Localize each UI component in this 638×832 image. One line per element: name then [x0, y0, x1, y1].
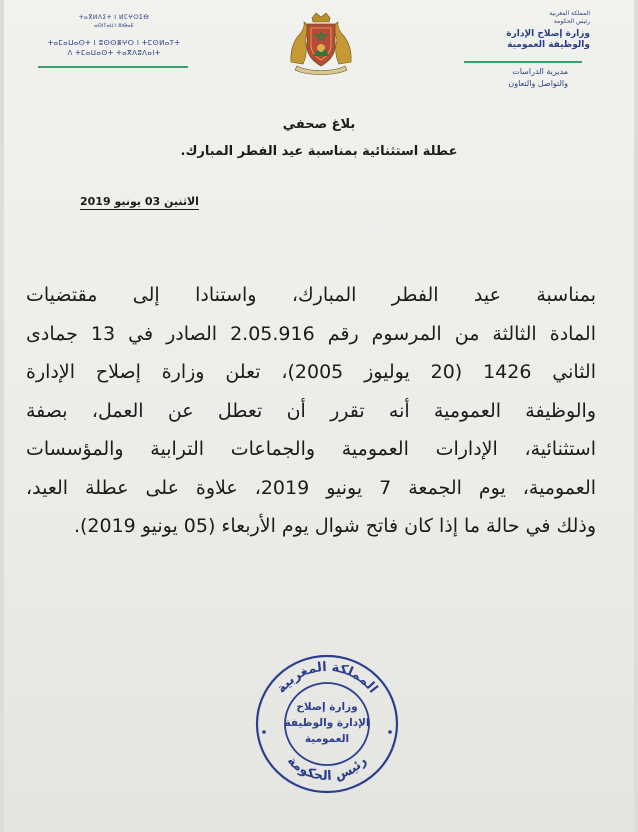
stamp-inner-line1: وزارة إصلاح	[296, 701, 358, 713]
body-text	[26, 276, 596, 546]
body-line: والوظيفة العمومية أنه تقرر أن تعطل عن العمل، بصفة	[26, 399, 596, 422]
arabic-header	[450, 10, 590, 50]
body-line: المادة الثالثة من المرسوم رقم 2.05.916 الصادر في 13 جمادى	[26, 322, 596, 345]
tifinagh-ministry-line1: ⵜⴰⵎⴰⵡⴰⵙⵜ ⵏ ⵓⵙⵙⴻⵖⵔ ⵏ ⵜⵎⵙⵍⴰⵢⵜ	[47, 39, 181, 47]
body-line: الثاني 1426 (20 يوليوز 2005)، تعلن وزارة إصلاح الإدارة	[26, 361, 596, 383]
tifinagh-header	[34, 14, 194, 57]
header-rule-left	[38, 66, 188, 68]
arabic-directorate	[468, 66, 568, 90]
header-rule-right	[464, 61, 582, 63]
tifinagh-head-of-government: ⴰⵙⵏⵢⴰⵡ ⵏ ⵓⵏⴱⴰⴹ	[94, 23, 134, 29]
arabic-directorate-line1: مديرية الدراسات	[512, 67, 568, 76]
coat-of-arms-icon	[285, 10, 357, 80]
tifinagh-kingdom: ⵜⴰⴳⵍⴷⵉⵜ ⵏ ⵍⵎⵖⵔⵉⴱ	[78, 14, 150, 21]
stamp-inner-line2: الإدارة والوظيفة	[284, 717, 370, 729]
document-title: بلاغ صحفي	[282, 117, 356, 132]
official-stamp	[250, 648, 404, 798]
body-line: العمومية، يوم الجمعة 7 يونيو 2019، علاوة على عطلة العيد،	[26, 476, 597, 499]
stamp-inner-line3: العمومية	[304, 733, 350, 745]
arabic-head-of-government: رئيس الحكومة	[553, 18, 590, 25]
press-release-page	[4, 0, 634, 832]
body-line: وذلك في حالة ما إذا كان فاتح شوال يوم الأربعاء (05 يونيو 2019).	[73, 515, 596, 537]
arabic-kingdom: المملكة المغربية	[549, 10, 590, 17]
stamp-star-right-icon	[388, 730, 392, 734]
stamp-kingdom-text: المملكة المغربية	[273, 659, 381, 697]
document-subtitle: عطلة استثنائية بمناسبة عيد الفطر المبارك.	[180, 144, 458, 159]
stamp-head-of-government-text: رئيس الحكومة	[284, 753, 370, 784]
stamp-star-left-icon	[262, 730, 266, 734]
arabic-directorate-line2: والتواصل والتعاون	[508, 79, 568, 88]
document-date: الاثنين 03 يونيو 2019	[80, 195, 199, 208]
arabic-ministry-line2: والوظيفة العمومية	[507, 40, 590, 50]
body-line: بمناسبة عيد الفطر المبارك، واستنادا إلى مقتضيات	[26, 284, 596, 306]
arabic-ministry-line1: وزارة إصلاح الإدارة	[506, 29, 590, 39]
body-line: استثنائية، الإدارات العمومية والجماعات الترابية والمؤسسات	[26, 438, 596, 460]
tifinagh-ministry-line2: ⴷ ⵜⵎⴰⵡⴰⵙⵜ ⵜⴰⴳⴷⵓⴷⴰⵏⵜ	[67, 49, 161, 57]
